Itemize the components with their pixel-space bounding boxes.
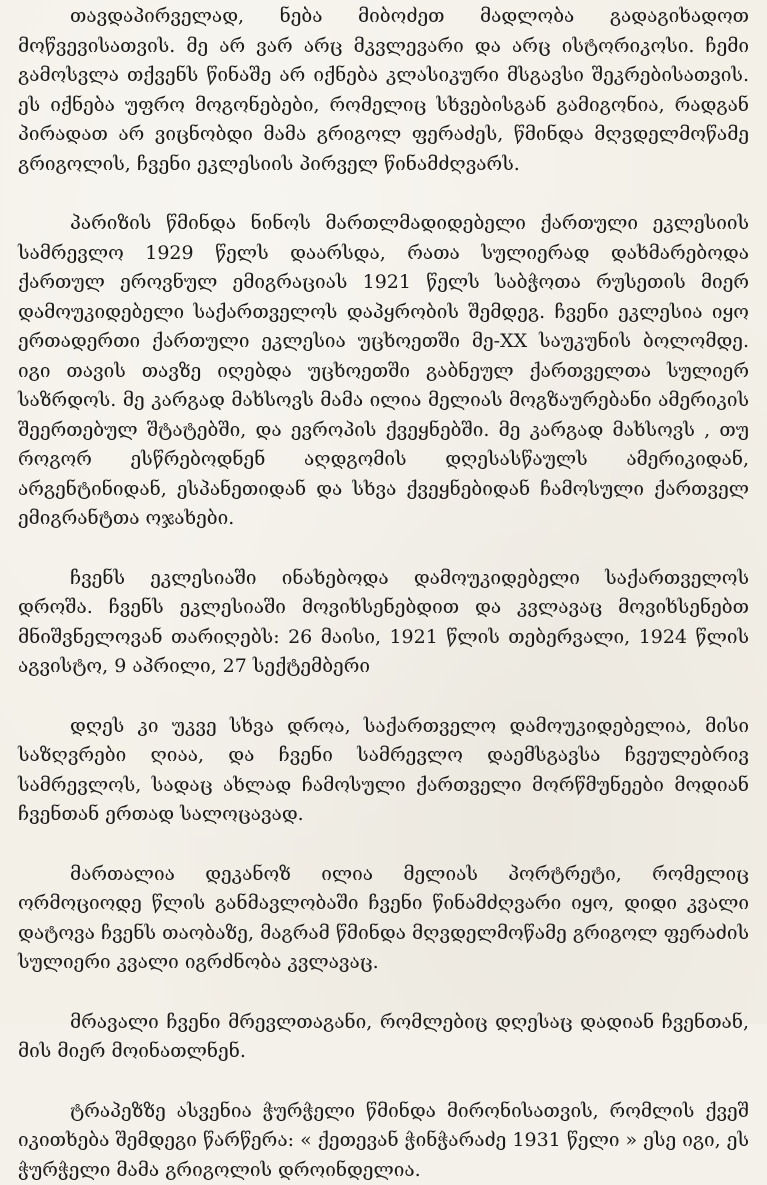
- paragraph-intro: თავდაპირველად, ნება მიბოძეთ მადლობა გადაგიხადოთ მოწვევისათვის. მე არ ვარ არც მკვლევარი და არც ისტორიკოსი. ჩემი გამოსვლა თქვენს წინაშე არ იქნება კლასიკური მსგავსი შეკრებისათვის. ეს იქნება უფრო მოგონებები, რომელიც სხვებისგან გამიგონია, რადგან პირადათ არ ვიცნობდი მამა გრიგოლ ფერაძეს, წმინდა მღვდელმოწამე გრიგოლის, ჩვენი ეკლესიის პირველ წინამძღვარს.: [18, 2, 749, 179]
- paragraph-chrism-vessel: ტრაპეზზე ასვენია ჭურჭელი წმინდა მირონისათვის, რომლის ქვეშ იკითხება შემდეგი წარწერა: « ქეთევან ჭინჭარაძე 1931 წელი » ესე იგი, ეს ჭურჭელი მამა გრიგოლის დროინდელია.: [18, 1097, 749, 1185]
- paragraph-baptized: მრავალი ჩვენი მრევლთაგანი, რომლებიც დღესაც დადიან ჩვენთან, მის მიერ მოინათლნენ.: [18, 1008, 749, 1067]
- paragraph-flag-and-dates: ჩვენს ეკლესიაში ინახებოდა დამოუკიდებელი საქართველოს დროშა. ჩვენს ეკლესიაში მოვიხსენებდით და კვლავაც მოვიხსენებთ მნიშვნელოვან თარიღებს: 26 მაისი, 1921 წლის თებერვალი, 1924 წლის აგვისტო, 9 აპრილი, 27 სექტემბერი: [18, 564, 749, 682]
- paragraph-parish-history: პარიზის წმინდა ნინოს მართლმადიდებელი ქართული ეკლესიის სამრევლო 1929 წელს დაარსდა, რათა სულიერად დახმარებოდა ქართულ ეროვნულ ემიგრაციას 1921 წელს საბჭოთა რუსეთის მიერ დამოუკიდებელი საქართველოს დაპყრობის შემდეგ. ჩვენი ეკლესია იყო ერთადერთი ქართული ეკლესია უცხოეთში მე-XX საუკუნის ბოლომდე. იგი თავის თავზე იღებდა უცხოეთში გაბნეულ ქართველთა სულიერ საზრდოს. მე კარგად მახსოვს მამა ილია მელიას მოგზაურებანი ამერიკის შეერთებულ შტატებში, და ევროპის ქვეყნებში. მე კარგად მახსოვს , თუ როგორ ესწრებოდნენ აღდგომის დღესასწაულს ამერიკიდან, არგენტინიდან, ესპანეთიდან და სხვა ქვეყნებიდან ჩამოსული ქართველ ემიგრანტთა ოჯახები.: [18, 209, 749, 534]
- paragraph-today: დღეს კი უკვე სხვა დროა, საქართველო დამოუკიდებელია, მისი საზღვრები ღიაა, და ჩვენი სამრევლო დაემსგავსა ჩვეულებრივ სამრევლოს, სადაც ახლად ჩამოსული ქართველი მორწმუნეები მოდიან ჩვენთან ერთად სალოცავად.: [18, 712, 749, 830]
- article-body: [18, 2, 749, 1185]
- paragraph-legacy: მართალია დეკანოზ ილია მელიას პორტრეტი, რომელიც ორმოციოდე წლის განმავლობაში ჩვენი წინამძღვარი იყო, დიდი კვალი დატოვა ჩვენს თაობაზე, მაგრამ წმინდა მღვდელმოწამე გრიგოლ ფერაძის სულიერი კვალი იგრძნობა კვლავაც.: [18, 860, 749, 978]
